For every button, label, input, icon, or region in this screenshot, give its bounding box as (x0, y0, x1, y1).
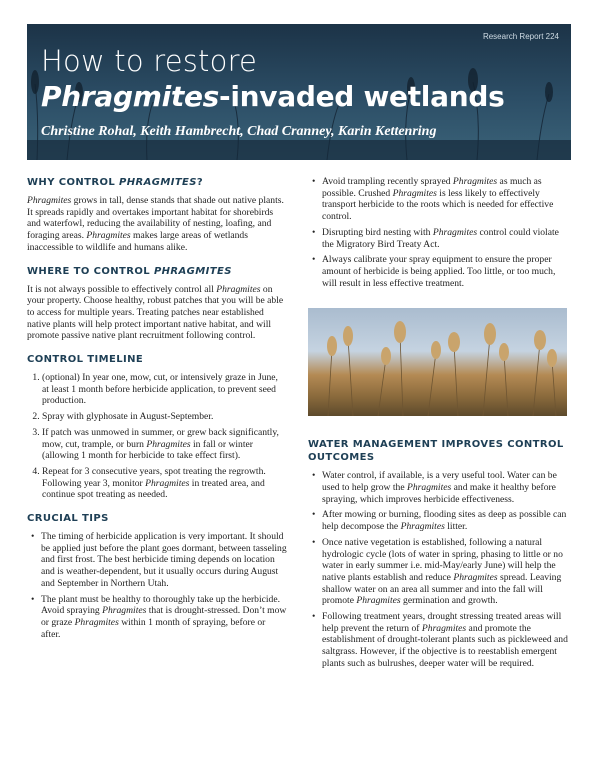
left-column (27, 176, 287, 651)
tip-item-2: • The plant must be healthy to thoroughly take up the herbicide. Avoid spraying Phragmites that is drought-stressed. Don’t mow or graze Phragmites within 1 month of spraying, before or after. (41, 594, 287, 641)
heading-water-management: WATER MANAGEMENT IMPROVES CONTROL OUTCOMES (308, 439, 564, 464)
tip-item-4: • Disrupting bird nesting with Phragmites control could violate the Migratory Bird Treaty Act. (322, 227, 568, 250)
timeline-item-4: 4. Repeat for 3 consecutive years, spot treating the regrowth. Following year 3, monitor Phragmites in treated area, and continue spot treating as needed. (42, 466, 287, 501)
authors: Christine Rohal, Keith Hambrecht, Chad Cranney, Karin Kettenring (41, 124, 437, 139)
title-species-name: Phragmites (41, 80, 220, 113)
water-item-4: • Following treatment years, drought stressing treated areas will help prevent the return of Phragmites and promote the establishment of drought-tolerant plants such as pickleweed and saltgrass. However, if the objective is to reestablish emergent plants such as bulrushes, deeper water will be required. (322, 611, 568, 670)
tip-item-5: • Always calibrate your spray equipment to ensure the proper amount of herbicide is being applied. Too little, or too much, will result in less effective treatment. (322, 254, 568, 289)
timeline-item-2: 2. Spray with glyphosate in August-September. (42, 411, 287, 423)
title-suffix: -invaded wetlands (219, 80, 505, 113)
title-line-1: How to restore (41, 44, 258, 78)
water-list (308, 470, 568, 669)
heading-where-to-control: WHERE TO CONTROL PHRAGMITES (27, 265, 232, 277)
timeline-list (27, 372, 287, 501)
heading-why-control: WHY CONTROL PHRAGMITES? (27, 177, 204, 188)
where-to-control-paragraph: It is not always possible to effectively control all Phragmites on your property. Choose healthy, robust patches that you will be able to access for multiple years. Treating patches near established native plants will help protect important native habitat, and will promote passive native plant recruitment following control. (27, 283, 284, 342)
timeline-item-3: 3. If patch was unmowed in summer, or grew back significantly, mow, cut, trample, or burn Phragmites in fall or winter (allowing 1 month for herbicide to take effect first). (42, 427, 287, 462)
tips-list-left (27, 531, 287, 640)
title-line-2 (41, 80, 504, 113)
report-number: Research Report 224 (482, 32, 559, 41)
timeline-item-1: 1. (optional) In year one, mow, cut, or intensively graze in June, at least 1 month before herbicide application, to prevent seed production. (42, 372, 287, 407)
heading-control-timeline: CONTROL TIMELINE (27, 354, 144, 366)
phragmites-field-photo (308, 308, 567, 416)
water-item-2: • After mowing or burning, flooding sites as deep as possible can help decompose the Phragmites litter. (322, 509, 568, 532)
header-banner (27, 24, 571, 160)
water-item-1: • Water control, if available, is a very useful tool. Water can be used to help grow the Phragmites and make it healthy before spraying, which improves herbicide effectiveness. (322, 470, 568, 505)
right-column (308, 176, 568, 681)
tip-item-1: • The timing of herbicide application is very important. It should be applied just before the plant goes dormant, between tasseling and first frost. The best herbicide timing depends on location and is weather-dependent, but it usually occurs during August and September in Northern Utah. (41, 531, 287, 590)
water-item-3: • Once native vegetation is established, following a natural hydrologic cycle (lots of water in spring, phasing to little or no water in early summer i.e. mid-May/early June) will help the native plants establish and reduce Phragmites spread. Leaving shallow water on an area all summer and into the fall will promote Phragmites germination and growth. (322, 537, 568, 607)
tips-list-right (308, 176, 568, 289)
why-control-paragraph: Phragmites grows in tall, dense stands that shade out native plants. It spreads rapidly and overtakes important habitat for shorebirds and waterfowl, reducing the availability of nesting, loafing, and foraging areas. Phragmites makes large areas of wetlands inaccessible to wildlife and humans alike. (27, 195, 284, 253)
tip-item-3: • Avoid trampling recently sprayed Phragmites as much as possible. Crushed Phragmites is less likely to effectively transport herbicide to the roots which is needed for effective control. (322, 176, 568, 223)
heading-crucial-tips: CRUCIAL TIPS (27, 513, 109, 525)
